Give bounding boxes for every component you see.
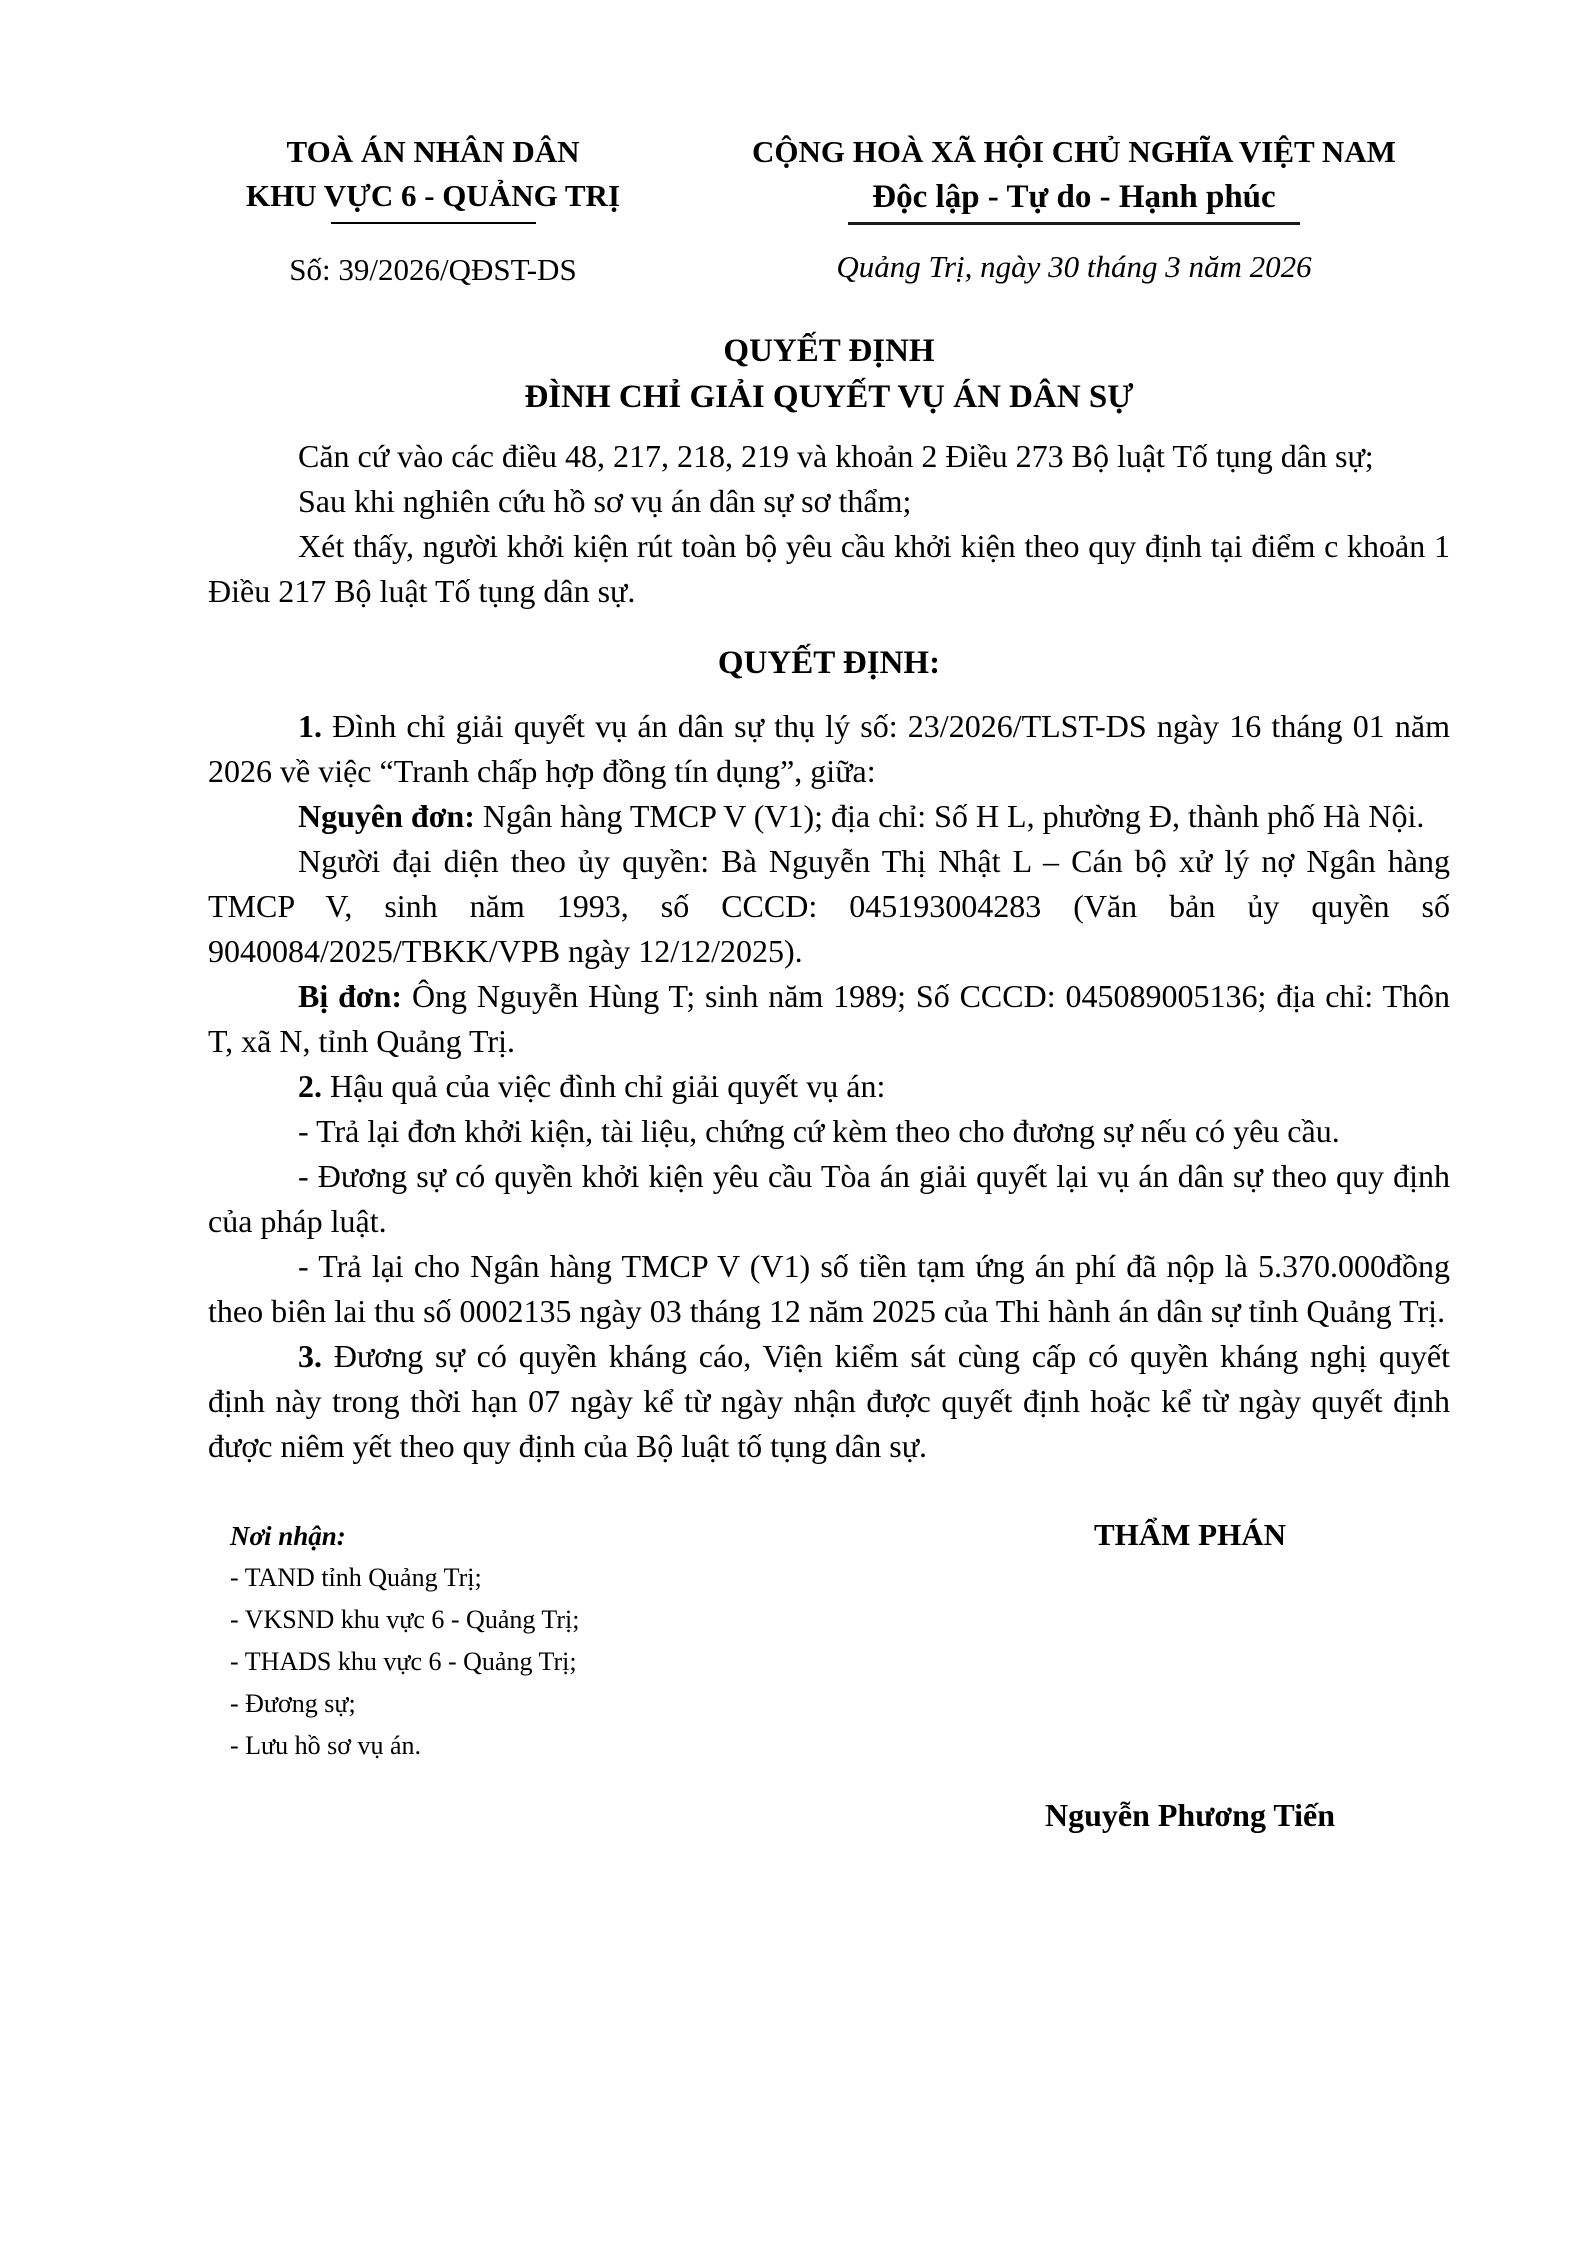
article-text: - Đương sự có quyền khởi kiện yêu cầu Tòa án giải quyết lại vụ án dân sự theo quy định của pháp luật.	[208, 1158, 1450, 1239]
article-text: Ông Nguyễn Hùng T; sinh năm 1989; Số CCCD: 045089005136; địa chỉ: Thôn T, xã N, tỉnh Quảng Trị.	[208, 978, 1451, 1059]
signature-block	[930, 1515, 1450, 1837]
recipient-item: - THADS khu vực 6 - Quảng Trị;	[230, 1647, 577, 1676]
decision-article	[208, 704, 1450, 794]
decision-article	[208, 839, 1450, 974]
signer-title: THẨM PHÁN	[1093, 1517, 1286, 1552]
court-name-underline	[331, 222, 536, 224]
document-title	[208, 328, 1450, 420]
preamble-paragraph: Sau khi nghiên cứu hồ sơ vụ án dân sự sơ thẩm;	[298, 483, 912, 519]
recipient-item: - VKSND khu vực 6 - Quảng Trị;	[230, 1605, 580, 1634]
document-title-line2: ĐÌNH CHỈ GIẢI QUYẾT VỤ ÁN DÂN SỰ	[524, 379, 1134, 415]
article-text: - Trả lại đơn khởi kiện, tài liệu, chứng cứ kèm theo cho đương sự nếu có yêu cầu.	[298, 1113, 1340, 1149]
national-title: CỘNG HOÀ XÃ HỘI CHỦ NGHĨA VIỆT NAM	[752, 134, 1396, 169]
national-header-block	[658, 130, 1450, 289]
motto-underline	[848, 222, 1300, 225]
decision-article	[208, 1064, 1450, 1109]
document-footer	[208, 1515, 1450, 1837]
decision-article	[208, 1244, 1450, 1334]
decision-article	[208, 1154, 1450, 1244]
recipients-label: Nơi nhận:	[230, 1521, 346, 1551]
article-text: Ngân hàng TMCP V (V1); địa chỉ: Số H L, phường Đ, thành phố Hà Nội.	[474, 798, 1425, 834]
article-lead: 3.	[298, 1338, 322, 1374]
article-text: Người đại diện theo ủy quyền: Bà Nguyễn Thị Nhật L – Cán bộ xử lý nợ Ngân hàng TMCP V, sinh năm 1993, số CCCD: 045193004283 (Văn bản ủy quyền số 9040084/2025/TBKK/VPB ngày 12/12/2025).	[208, 843, 1450, 969]
document-header	[208, 130, 1450, 292]
preamble-section	[208, 434, 1450, 614]
article-text: Đương sự có quyền kháng cáo, Viện kiểm sát cùng cấp có quyền kháng nghị quyết định này trong thời hạn 07 ngày kể từ ngày nhận được quyết định hoặc kể từ ngày quyết định được niêm yết theo quy định của Bộ luật tố tụng dân sự.	[208, 1338, 1450, 1464]
recipients-block	[208, 1515, 830, 1767]
article-lead: Nguyên đơn:	[298, 798, 475, 834]
decision-article	[208, 1109, 1450, 1154]
issuing-court-block	[208, 130, 658, 292]
court-name-line2: KHU VỰC 6 - QUẢNG TRỊ	[245, 178, 621, 213]
decision-article	[208, 794, 1450, 839]
signer-name: Nguyễn Phương Tiến	[1044, 1797, 1336, 1833]
national-motto: Độc lập - Tự do - Hạnh phúc	[872, 179, 1276, 215]
preamble-paragraph: Xét thấy, người khởi kiện rút toàn bộ yêu cầu khởi kiện theo quy định tại điểm c khoản 1 Điều 217 Bộ luật Tố tụng dân sự.	[208, 528, 1450, 609]
document-number: Số: 39/2026/QĐST-DS	[289, 252, 577, 287]
preamble-paragraph: Căn cứ vào các điều 48, 217, 218, 219 và khoản 2 Điều 273 Bộ luật Tố tụng dân sự;	[298, 438, 1374, 474]
article-text: Hậu quả của việc đình chỉ giải quyết vụ án:	[322, 1068, 886, 1104]
article-text: - Trả lại cho Ngân hàng TMCP V (V1) số tiền tạm ứng án phí đã nộp là 5.370.000đồng theo biên lai thu số 0002135 ngày 03 tháng 12 năm 2025 của Thi hành án dân sự tỉnh Quảng Trị.	[208, 1248, 1450, 1329]
article-text: Đình chỉ giải quyết vụ án dân sự thụ lý số: 23/2026/TLST-DS ngày 16 tháng 01 năm 2026 về việc “Tranh chấp hợp đồng tín dụng”, giữa:	[208, 708, 1450, 789]
court-name-line1: TOÀ ÁN NHÂN DÂN	[286, 134, 580, 169]
place-and-date: Quảng Trị, ngày 30 tháng 3 năm 2026	[836, 249, 1312, 284]
article-lead: 2.	[298, 1068, 322, 1104]
decision-article	[208, 1334, 1450, 1469]
article-lead: 1.	[298, 708, 322, 744]
decision-heading: QUYẾT ĐỊNH:	[717, 645, 941, 681]
document-title-line1: QUYẾT ĐỊNH	[723, 333, 935, 369]
decision-articles-section	[208, 704, 1450, 1469]
recipient-item: - Đương sự;	[230, 1689, 356, 1718]
article-lead: Bị đơn:	[298, 978, 403, 1014]
decision-article	[208, 974, 1450, 1064]
recipient-item: - Lưu hồ sơ vụ án.	[230, 1731, 422, 1760]
recipient-item: - TAND tỉnh Quảng Trị;	[230, 1563, 482, 1592]
